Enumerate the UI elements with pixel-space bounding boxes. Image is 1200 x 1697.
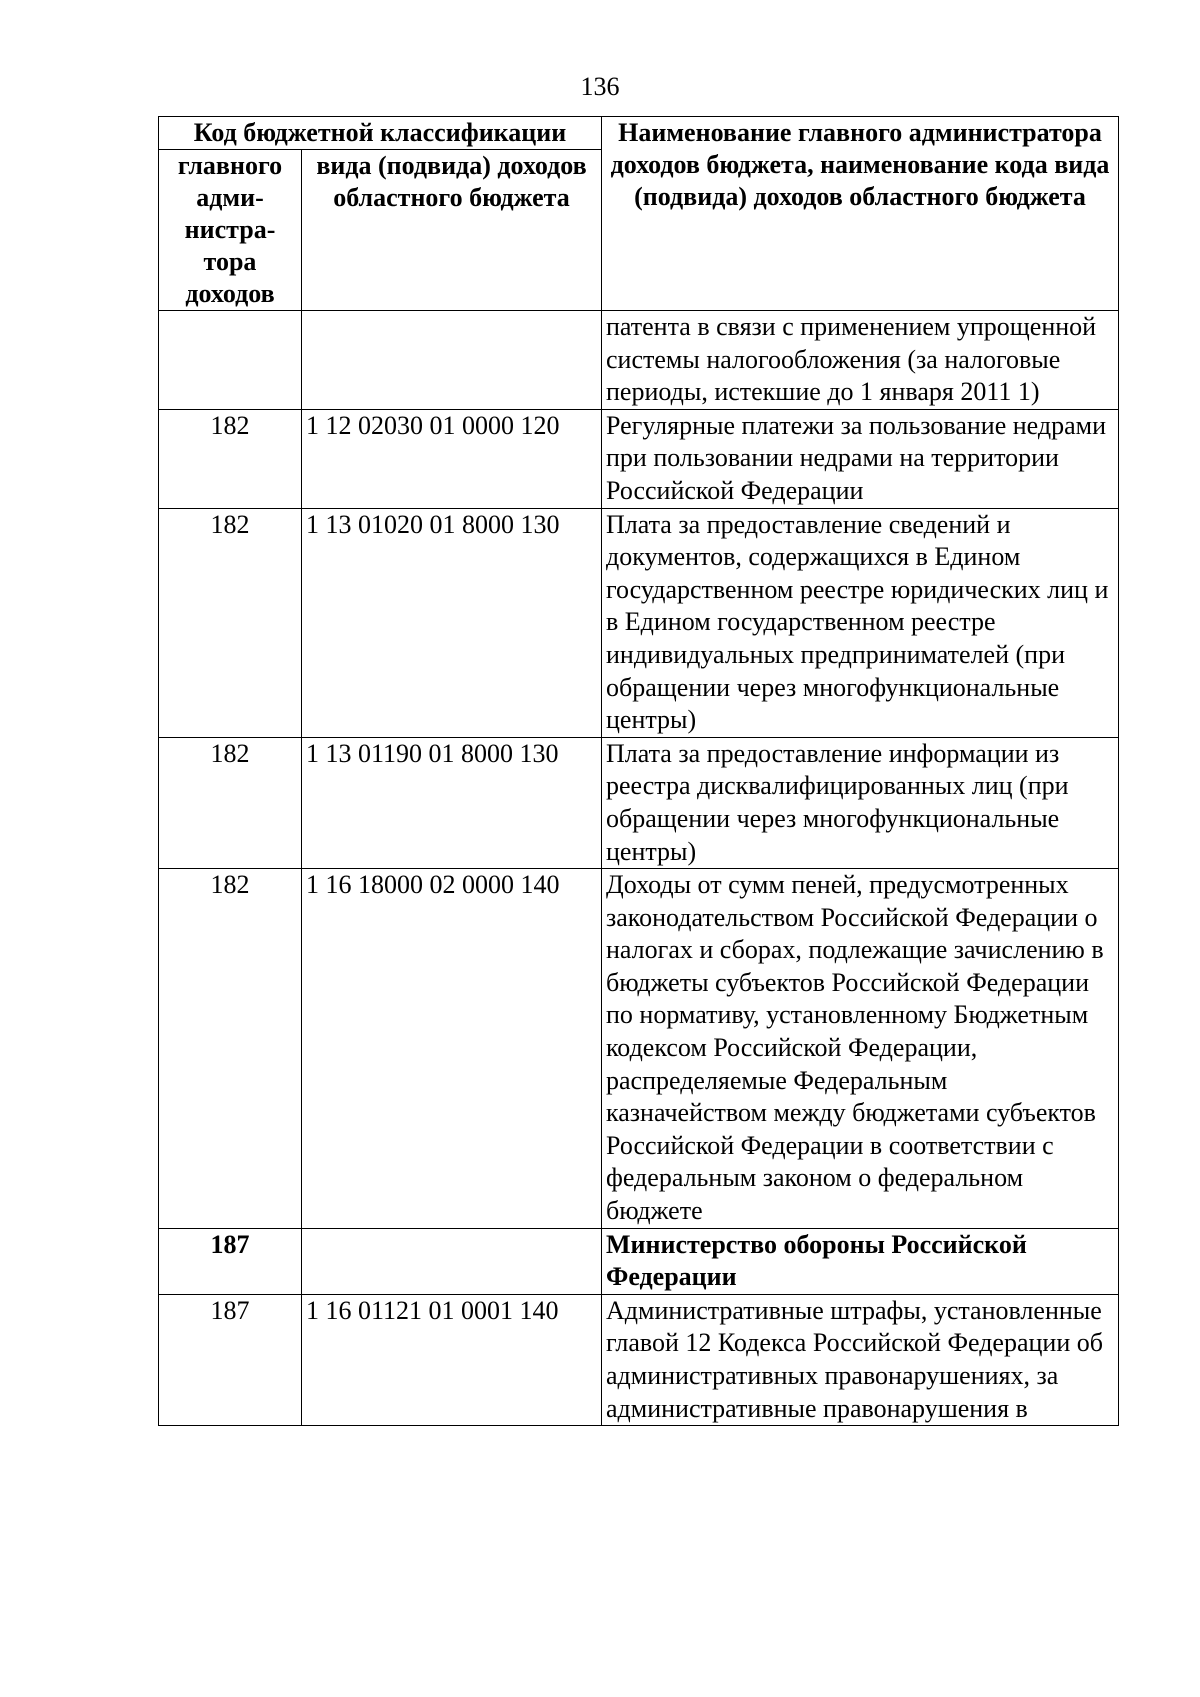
budget-classification-table: [158, 116, 1119, 1426]
admin-code-cell: [159, 311, 302, 410]
table-row: [159, 869, 1119, 1229]
income-code-cell: 1 12 02030 01 0000 120: [302, 409, 602, 508]
header-chief-administrator: главного адми-нистра-тора доходов: [159, 150, 302, 311]
description-cell: Министерство обороны Российской Федерации: [602, 1228, 1119, 1294]
income-code-cell: 1 13 01020 01 8000 130: [302, 508, 602, 737]
description-cell: патента в связи с применением упрощенной системы налогообложения (за налоговые периоды, истекшие до 1 января 2011 1): [602, 311, 1119, 410]
description-cell: Административные штрафы, установленные главой 12 Кодекса Российской Федерации об административных правонарушениях, за административные правонарушения в: [602, 1294, 1119, 1425]
table-row: [159, 508, 1119, 737]
admin-code-cell: 182: [159, 737, 302, 868]
header-name: Наименование главного администратора доходов бюджета, наименование кода вида (подвида) доходов областного бюджета: [602, 117, 1119, 311]
description-cell: Регулярные платежи за пользование недрами при пользовании недрами на территории Российской Федерации: [602, 409, 1119, 508]
admin-code-cell: 182: [159, 508, 302, 737]
income-code-cell: 1 16 01121 01 0001 140: [302, 1294, 602, 1425]
income-code-cell: 1 16 18000 02 0000 140: [302, 869, 602, 1229]
description-cell: Плата за предоставление сведений и документов, содержащихся в Едином государственном реестре юридических лиц и в Едином государственном реестре индивидуальных предпринимателей (при обращении через многофункциональные центры): [602, 508, 1119, 737]
page-number: 136: [580, 72, 620, 101]
description-cell: Доходы от сумм пеней, предусмотренных законодательством Российской Федерации о налогах и сборах, подлежащие зачислению в бюджеты субъектов Российской Федерации по нормативу, установленному Бюджетным кодексом Российской Федерации, распределяемые Федеральным казначейством между бюджетами субъектов Российской Федерации в соответствии с федеральным законом о федеральном бюджете: [602, 869, 1119, 1229]
header-budget-classification-code: Код бюджетной классификации: [159, 117, 602, 150]
table-row: [159, 409, 1119, 508]
income-code-cell: 1 13 01190 01 8000 130: [302, 737, 602, 868]
income-code-cell: [302, 1228, 602, 1294]
admin-code-cell: 182: [159, 869, 302, 1229]
header-income-kind: вида (подвида) доходов областного бюджета: [302, 150, 602, 311]
admin-code-cell: 187: [159, 1294, 302, 1425]
description-cell: Плата за предоставление информации из реестра дисквалифицированных лиц (при обращении через многофункциональные центры): [602, 737, 1119, 868]
table-row-ministry-header: [159, 1228, 1119, 1294]
admin-code-cell: 187: [159, 1228, 302, 1294]
admin-code-cell: 182: [159, 409, 302, 508]
table-row: [159, 311, 1119, 410]
table-row: [159, 737, 1119, 868]
table-row: [159, 1294, 1119, 1425]
income-code-cell: [302, 311, 602, 410]
